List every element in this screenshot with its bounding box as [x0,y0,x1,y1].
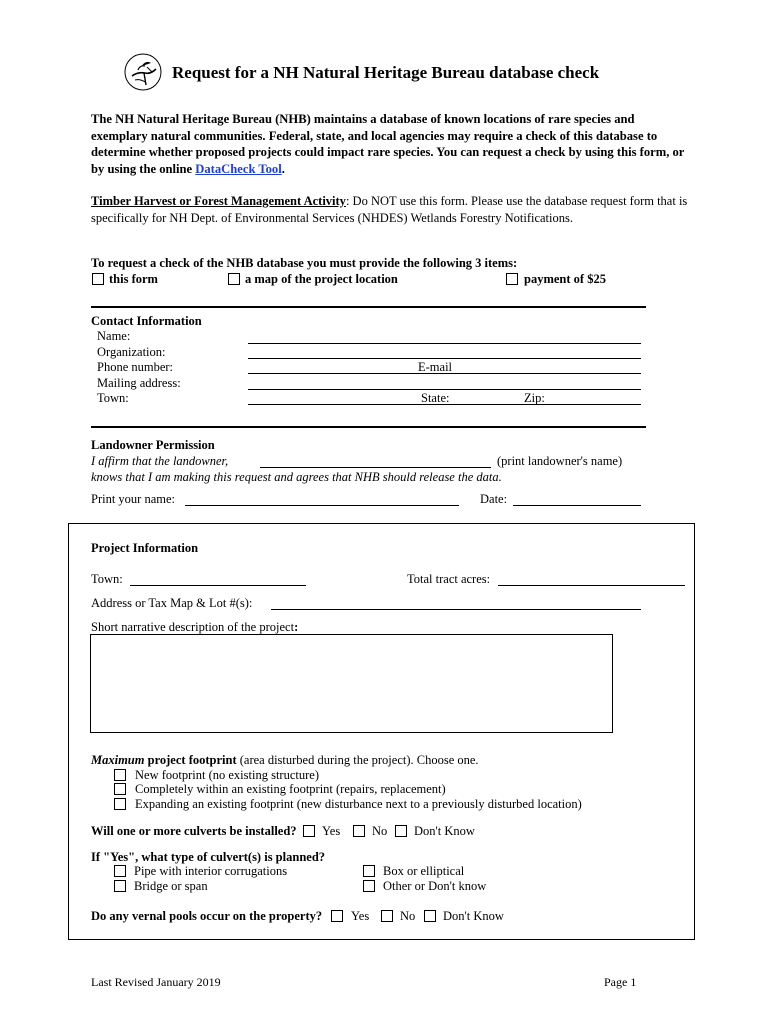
project-town-field[interactable] [130,585,306,586]
culvert-type-question: If "Yes", what type of culvert(s) is planned? [91,850,326,864]
box-label: Box or elliptical [383,864,465,878]
vernal-dontknow-checkbox[interactable] [424,910,436,922]
narrative-label: Short narrative description of the project: [91,620,299,634]
pipe-label: Pipe with interior corrugations [134,864,288,878]
divider [91,306,646,308]
vernal-dontknow-label: Don't Know [443,909,504,923]
fp-new-checkbox[interactable] [114,769,126,781]
timber-heading: Timber Harvest or Forest Management Activity [91,194,346,208]
state-label: State: [421,391,450,405]
name-label: Name: [97,329,131,343]
other-checkbox[interactable] [363,880,375,892]
box-checkbox[interactable] [363,865,375,877]
culverts-yes-checkbox[interactable] [303,825,315,837]
town-state-zip-field[interactable] [248,404,641,405]
organization-field[interactable] [248,358,641,359]
pipe-checkbox[interactable] [114,865,126,877]
landowner-name-field[interactable] [260,467,491,468]
vernal-no-checkbox[interactable] [381,910,393,922]
this-form-checkbox[interactable] [92,273,104,285]
project-heading: Project Information [91,541,199,555]
print-landowner-label: (print landowner's name) [497,454,623,468]
bridge-label: Bridge or span [134,879,208,893]
timber-text: : Do NOT use this form. Please use the database request form that is specifically for NH Dept. of Environmental Services (NHDES) Wetlands Forestry Notifications. [91,194,688,225]
landowner-heading: Landowner Permission [91,438,215,452]
name-field[interactable] [248,343,641,344]
vernal-yes-label: Yes [351,909,370,923]
intro-paragraph: The NH Natural Heritage Bureau (NHB) maintains a database of known locations of rare species and exemplary natural communities. Federal, state, and local agencies may require a check of this database to determine whether proposed projects could impact rare species. You can request a check by using this form, or by using the online DataCheck Tool. [91,112,685,176]
culverts-dontknow-checkbox[interactable] [395,825,407,837]
bridge-checkbox[interactable] [114,880,126,892]
vernal-question: Do any vernal pools occur on the property? [91,909,323,923]
nhb-logo [124,53,162,91]
items-heading: To request a check of the NHB database you must provide the following 3 items: [91,256,518,270]
knows-text: knows that I am making this request and agrees that NHB should release the data. [91,470,502,484]
contact-heading: Contact Information [91,314,202,328]
phone-email-field[interactable] [248,373,641,374]
last-revised: Last Revised January 2019 [91,975,221,989]
narrative-textarea[interactable] [90,634,613,733]
item-map: a map of the project location [245,272,398,286]
date-field[interactable] [513,505,641,506]
mailing-field[interactable] [248,389,641,390]
culverts-no-label: No [372,824,388,838]
payment-checkbox[interactable] [506,273,518,285]
fp-within-label: Completely within an existing footprint (repairs, replacement) [135,782,446,796]
page-number: Page 1 [604,975,637,989]
date-label: Date: [480,492,508,506]
footprint-question: Maximum project footprint (area disturbed during the project). Choose one. [91,753,479,767]
fp-expand-label: Expanding an existing footprint (new disturbance next to a previously disturbed location) [135,797,582,811]
datacheck-tool-link[interactable]: DataCheck Tool [195,161,282,176]
fp-new-label: New footprint (no existing structure) [135,768,319,782]
page-title: Request for a NH Natural Heritage Bureau database check [172,63,600,82]
zip-label: Zip: [524,391,545,405]
item-payment: payment of $25 [524,272,606,286]
mailing-label: Mailing address: [97,376,181,390]
project-town-label: Town: [91,572,123,586]
culverts-no-checkbox[interactable] [353,825,365,837]
tract-label: Total tract acres: [407,572,491,586]
culverts-yes-label: Yes [322,824,341,838]
print-your-name-label: Print your name: [91,492,176,506]
timber-paragraph [91,193,691,226]
culverts-dontknow-label: Don't Know [414,824,475,838]
affirm-text: I affirm that the landowner, [91,454,229,468]
address-label: Address or Tax Map & Lot #(s): [91,596,253,610]
address-field[interactable] [271,609,641,610]
your-name-field[interactable] [185,505,459,506]
town-label: Town: [97,391,129,405]
vernal-no-label: No [400,909,416,923]
other-label: Other or Don't know [383,879,487,893]
culverts-question: Will one or more culverts be installed? [91,824,297,838]
tract-field[interactable] [498,585,685,586]
map-checkbox[interactable] [228,273,240,285]
fp-expand-checkbox[interactable] [114,798,126,810]
fp-within-checkbox[interactable] [114,783,126,795]
phone-label: Phone number: [97,360,174,374]
email-label: E-mail [418,360,453,374]
vernal-yes-checkbox[interactable] [331,910,343,922]
intro-text: The NH Natural Heritage Bureau (NHB) maintains a database of known locations of rare species and exemplary natural communities. Federal, state, and local agencies may require a check of this database to determine whether proposed projects could impact rare species. You can request a check by using this form, or by using the online [91,112,685,176]
item-this-form: this form [109,272,158,286]
divider [91,426,646,428]
organization-label: Organization: [97,345,166,359]
